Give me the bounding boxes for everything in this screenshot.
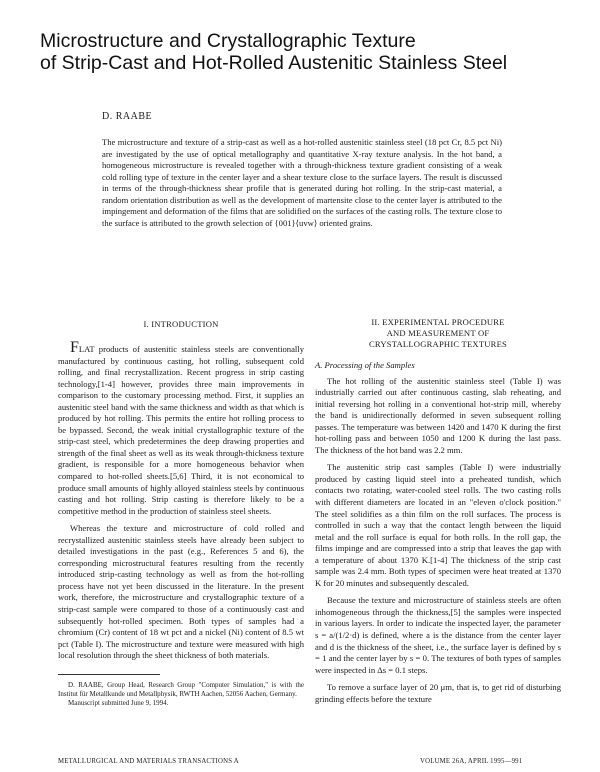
article-title <box>40 30 560 74</box>
footnote-divider <box>58 674 160 675</box>
processing-paragraph-4: To remove a surface layer of 20 μm, that is, to get rid of disturbing grinding effects before the texture <box>315 682 561 704</box>
processing-paragraph-2: The austenitic strip cast samples (Table I) were industrially produced by casting liquid steel into a preheated tundish, which contacts two rotating, water-cooled steel rolls. The two casting rolls with different diameters are located in an "eleven o'clock position." The steel solidifies as a thin film on the roll surfaces. The process is controlled in such a way that the contact length between the liquid metal and the roll surface is equal for both rolls. In the roll gap, the films impinge and are compressed into a strip that leaves the gap with a temperature of about 1370 K.[1-4] The thickness of the strip cast sample was 2.4 mm. Both types of specimen were heat treated at 1370 K for 20 minutes and subsequently descaled. <box>315 462 561 588</box>
processing-paragraph-1: The hot rolling of the austenitic stainless steel (Table I) was industrially carried out after continuous casting, slab reheating, and initial reversing hot rolling in a conventional hot-strip mill, whereby the band is unidirectionally deformed in seven subsequent rolling passes. The temperature was between 1420 and 1470 K during the first hot-rolling pass and between 1050 and 1200 K during the last pass. The thickness of the hot band was 2.2 mm. <box>315 375 561 455</box>
left-column <box>58 317 304 708</box>
footer-journal-name: METALLURGICAL AND MATERIALS TRANSACTIONS A <box>58 758 239 765</box>
intro-paragraph-1: FLAT products of austenitic stainless steels are conventionally manufactured by continuous casting, hot rolling, subsequent cold rolling, and final recrystallization. Recent progress in strip casting technology,[1-4] however, provides three main improvements in comparison to the customary processing method. First, it supplies an austenitic steel band with the same thickness and width as that which is produced by hot rolling. This permits the entire hot rolling process to be bypassed. Second, the weak initial crystallographic texture of the strip-cast steel, which predetermines the deep drawing properties and strength of the final sheet as well as its weak through-thickness texture gradient, is responsible for a more homogeneous behavior when compared to hot-rolled sheets.[5,6] Third, it is not economical to produce small amounts of highly alloyed stainless steels by continuous casting and hot rolling. Strip casting is therefore likely to be a competitive method in the production of stainless steel sheets. <box>58 339 304 516</box>
author-name: D. RAABE <box>102 111 153 122</box>
section-1-heading: I. INTRODUCTION <box>143 319 219 329</box>
title-line-1: Microstructure and Crystallographic Texture <box>40 30 416 52</box>
title-line-2: of Strip-Cast and Hot-Rolled Austenitic Stainless Steel <box>40 52 508 74</box>
footnote <box>58 681 304 709</box>
footnote-manuscript-date: Manuscript submitted June 9, 1994. <box>68 699 169 708</box>
footer-volume-page: VOLUME 26A, APRIL 1995—991 <box>420 758 523 765</box>
section-2-heading-line-2: AND MEASUREMENT OF <box>386 328 490 338</box>
section-2-heading-line-1: II. EXPERIMENTAL PROCEDURE <box>371 317 505 327</box>
processing-paragraph-3: Because the texture and microstructure of stainless steels are often inhomogeneous through the thickness,[5] the samples were inspected in various layers. In order to indicate the inspected layer, the parameter s = a/(1/2·d) is defined, where a is the distance from the center layer and d is the thickness of the sheet, i.e., the surface layer is defined by s = 1 and the center layer by s = 0. The textures of both types of samples were inspected in Δs = 0.1 steps. <box>315 595 561 675</box>
intro-paragraph-2: Whereas the texture and microstructure of cold rolled and recrystallized austenitic stainless steels have already been subject to detailed investigations in the past (e.g., References 5 and 6), the corresponding microstructural features resulting from the recently introduced strip-casting technology as well as from the hot-rolling process have not yet been discussed in the literature. In the present work, therefore, the microstructure and crystallographic texture of a strip-cast sample were compared to those of a continuously cast and subsequently hot-rolled specimen. Both types of samples had a chromium (Cr) content of 18 wt pct and a nickel (Ni) content of 8.5 wt pct (Table I). The microstructure and texture were measured with high local resolution through the sheet thickness of both materials. <box>58 523 304 661</box>
section-2-heading <box>315 317 561 350</box>
right-column <box>315 317 561 705</box>
section-2-heading-line-3: CRYSTALLOGRAPHIC TEXTURES <box>368 339 508 349</box>
abstract: The microstructure and texture of a strip-cast as well as a hot-rolled austenitic stainless steel (18 pct Cr, 8.5 pct Ni) are investigated by the use of optical metallography and quantitative X-ray texture analysis. In the hot band, a homogeneous microstructure is revealed together with a through-thickness texture gradient consisting of a weak cold rolling type of texture in the center layer and a shear texture close to the surface layers. The result is discussed in terms of the through-thickness shear profile that is generated during hot rolling. In the strip-cast material, a random orientation distribution as well as the development of martensite close to the center layer is attributed to the impingement and deformation of the films that are solidified on the surfaces of the casting rolls. The texture close to the surface is attributed to the growth selection of {001}⟨uvw⟩ oriented grains. <box>102 137 502 228</box>
footnote-author-affiliation: D. RAABE, Group Head, Research Group "Computer Simulation," is with the Institut für Metallkunde und Metallphysik, RWTH Aachen, 52056 Aachen, Germany. <box>58 680 304 698</box>
subsection-a-heading: A. Processing of the Samples <box>315 360 415 370</box>
